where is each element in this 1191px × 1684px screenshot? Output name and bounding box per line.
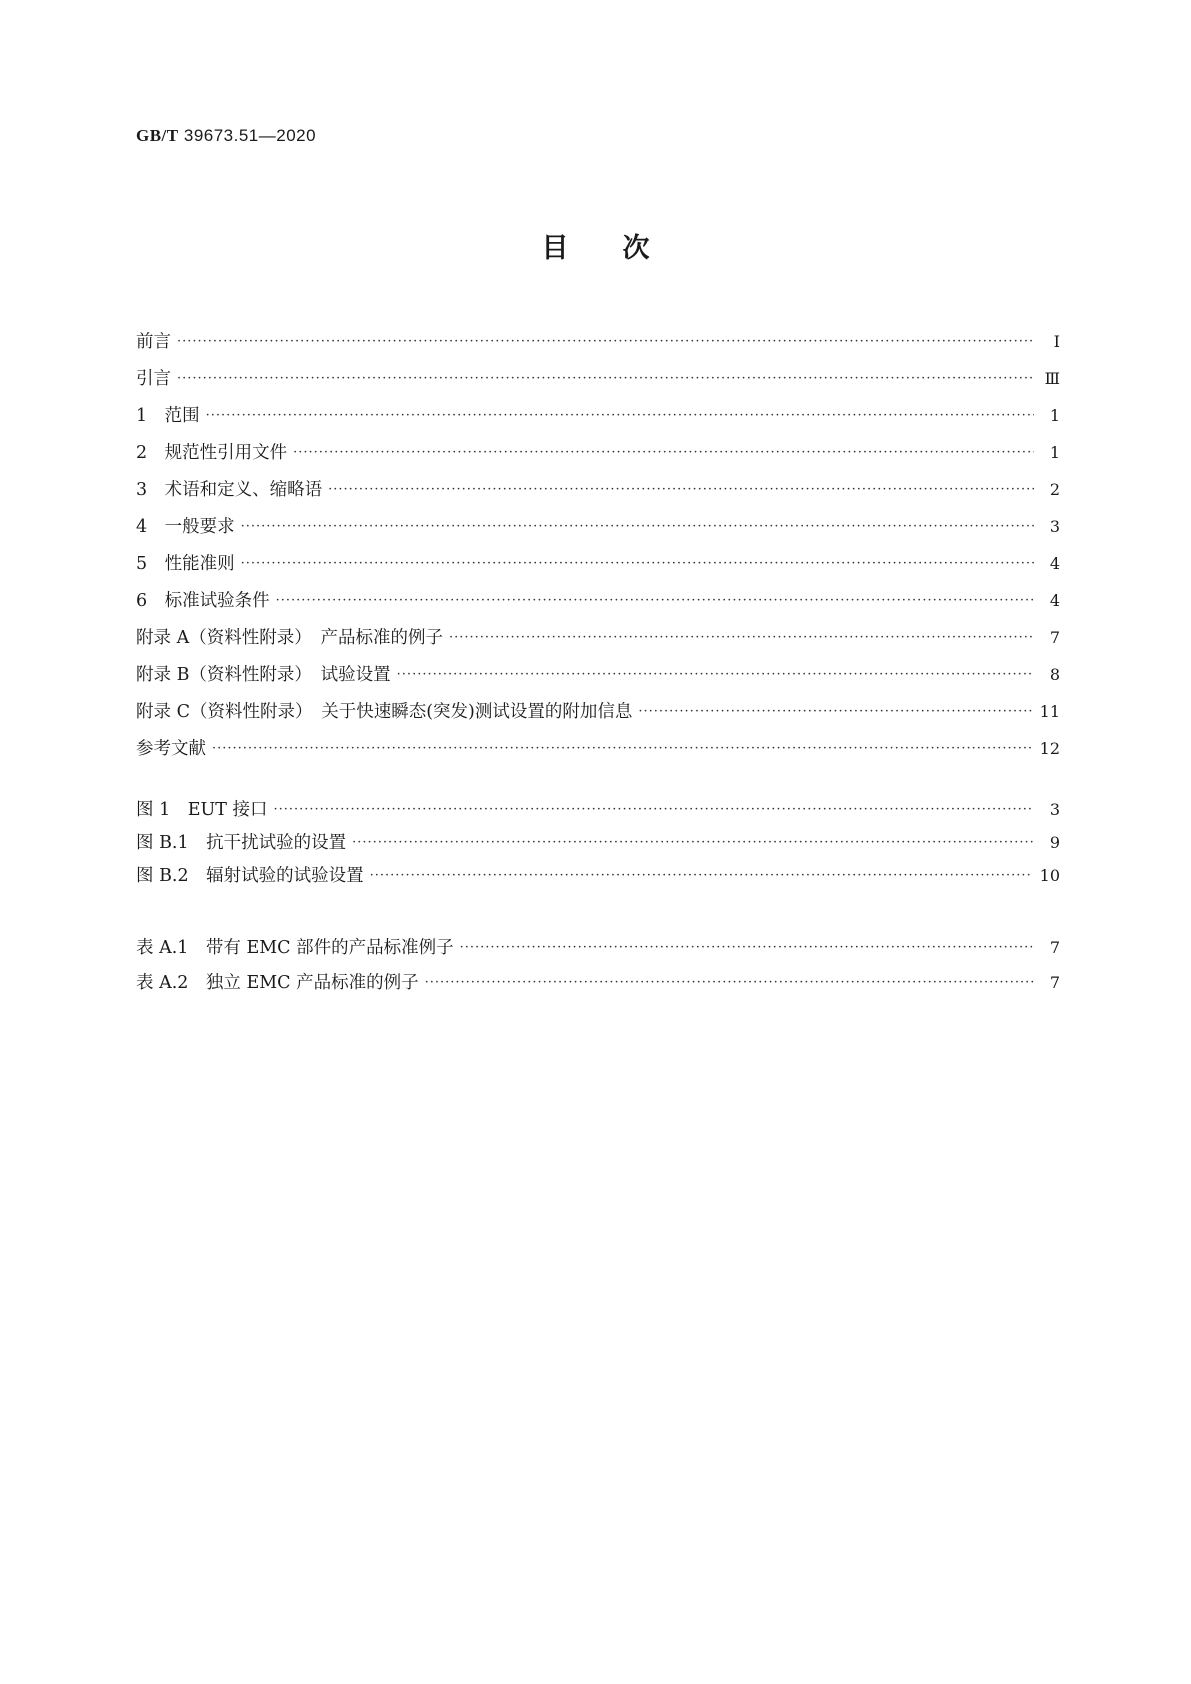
toc-entry-label: 图 B.2 辐射试验的试验设置 [136,866,364,886]
toc-entry-page: 7 [1049,628,1060,647]
toc-entry-page: 1 [1049,406,1060,425]
toc-entry-label: 表 A.2 独立 EMC 产品标准的例子 [136,973,419,993]
toc-entry[interactable] [136,365,1060,402]
toc-entry[interactable] [136,328,1060,365]
dot-leader [449,625,1034,643]
toc-entry-page: 4 [1049,554,1060,573]
toc-figure-entry[interactable] [136,862,1060,895]
dot-leader [177,366,1034,384]
dot-leader [370,863,1032,881]
dot-leader [206,403,1034,421]
dot-leader [212,736,1032,754]
dot-leader [352,830,1034,848]
toc-entry-page: 3 [1049,800,1060,819]
toc-entry[interactable] [136,402,1060,439]
toc-figure-list [136,796,1060,895]
toc-entry-label: 3 术语和定义、缩略语 [136,480,323,500]
toc-entry-label: 4 一般要求 [136,517,235,537]
toc-entry-page: 11 [1039,702,1060,721]
toc-entry[interactable] [136,550,1060,587]
standard-code [136,126,316,146]
toc-entry-label: 引言 [136,369,171,389]
toc-entry-label: 附录 A（资料性附录） 产品标准的例子 [136,628,443,648]
toc-entry-page: Ⅲ [1044,369,1060,388]
toc-entry[interactable] [136,476,1060,513]
toc-figure-entry[interactable] [136,796,1060,829]
dot-leader [638,699,1031,717]
toc-entry-label: 1 范围 [136,406,200,426]
toc-entry-page: 12 [1039,739,1060,758]
dot-leader [276,588,1034,606]
toc-entry-label: 参考文献 [136,739,206,759]
toc-entry-page: 4 [1049,591,1060,610]
toc-entry[interactable] [136,587,1060,624]
toc-table-list [136,934,1060,1004]
toc-entry-label: 前言 [136,332,171,352]
standard-number: 39673.51—2020 [183,126,317,145]
toc-entry[interactable] [136,735,1060,772]
toc-entry-label: 5 性能准则 [136,554,235,574]
toc-entry-page: 1 [1049,443,1060,462]
toc-entry-page: 7 [1049,938,1060,957]
toc-entry[interactable] [136,661,1060,698]
dot-leader [397,662,1034,680]
dot-leader [177,329,1034,347]
toc-table-entry[interactable] [136,934,1060,969]
toc-figure-entry[interactable] [136,829,1060,862]
toc-entry-label: 附录 C（资料性附录） 关于快速瞬态(突发)测试设置的附加信息 [136,702,633,722]
dot-leader [425,970,1034,988]
toc-main-list [136,328,1060,772]
toc-entry-page: 9 [1049,833,1060,852]
toc-entry-page: 10 [1039,866,1060,885]
dot-leader [460,935,1034,953]
dot-leader [328,477,1034,495]
toc-entry-page: 2 [1049,480,1060,499]
toc-entry[interactable] [136,698,1060,735]
dot-leader [293,440,1034,458]
toc-entry-label: 6 标准试验条件 [136,591,270,611]
toc-entry[interactable] [136,513,1060,550]
dot-leader [241,551,1034,569]
standard-prefix: GB/T [136,126,179,145]
toc-entry-label: 2 规范性引用文件 [136,443,288,463]
toc-entry-page: 3 [1049,517,1060,536]
toc-entry-page: Ⅰ [1053,332,1060,351]
dot-leader [273,797,1034,815]
toc-entry[interactable] [136,624,1060,661]
toc-entry-label: 附录 B（资料性附录） 试验设置 [136,665,391,685]
toc-entry[interactable] [136,439,1060,476]
page-title: 目次 [541,233,704,264]
toc-entry-page: 8 [1049,665,1060,684]
dot-leader [241,514,1034,532]
toc-table-entry[interactable] [136,969,1060,1004]
toc-entry-label: 表 A.1 带有 EMC 部件的产品标准例子 [136,938,454,958]
toc-entry-label: 图 1 EUT 接口 [136,800,268,820]
toc-entry-page: 7 [1049,973,1060,992]
toc-entry-label: 图 B.1 抗干扰试验的设置 [136,833,347,853]
